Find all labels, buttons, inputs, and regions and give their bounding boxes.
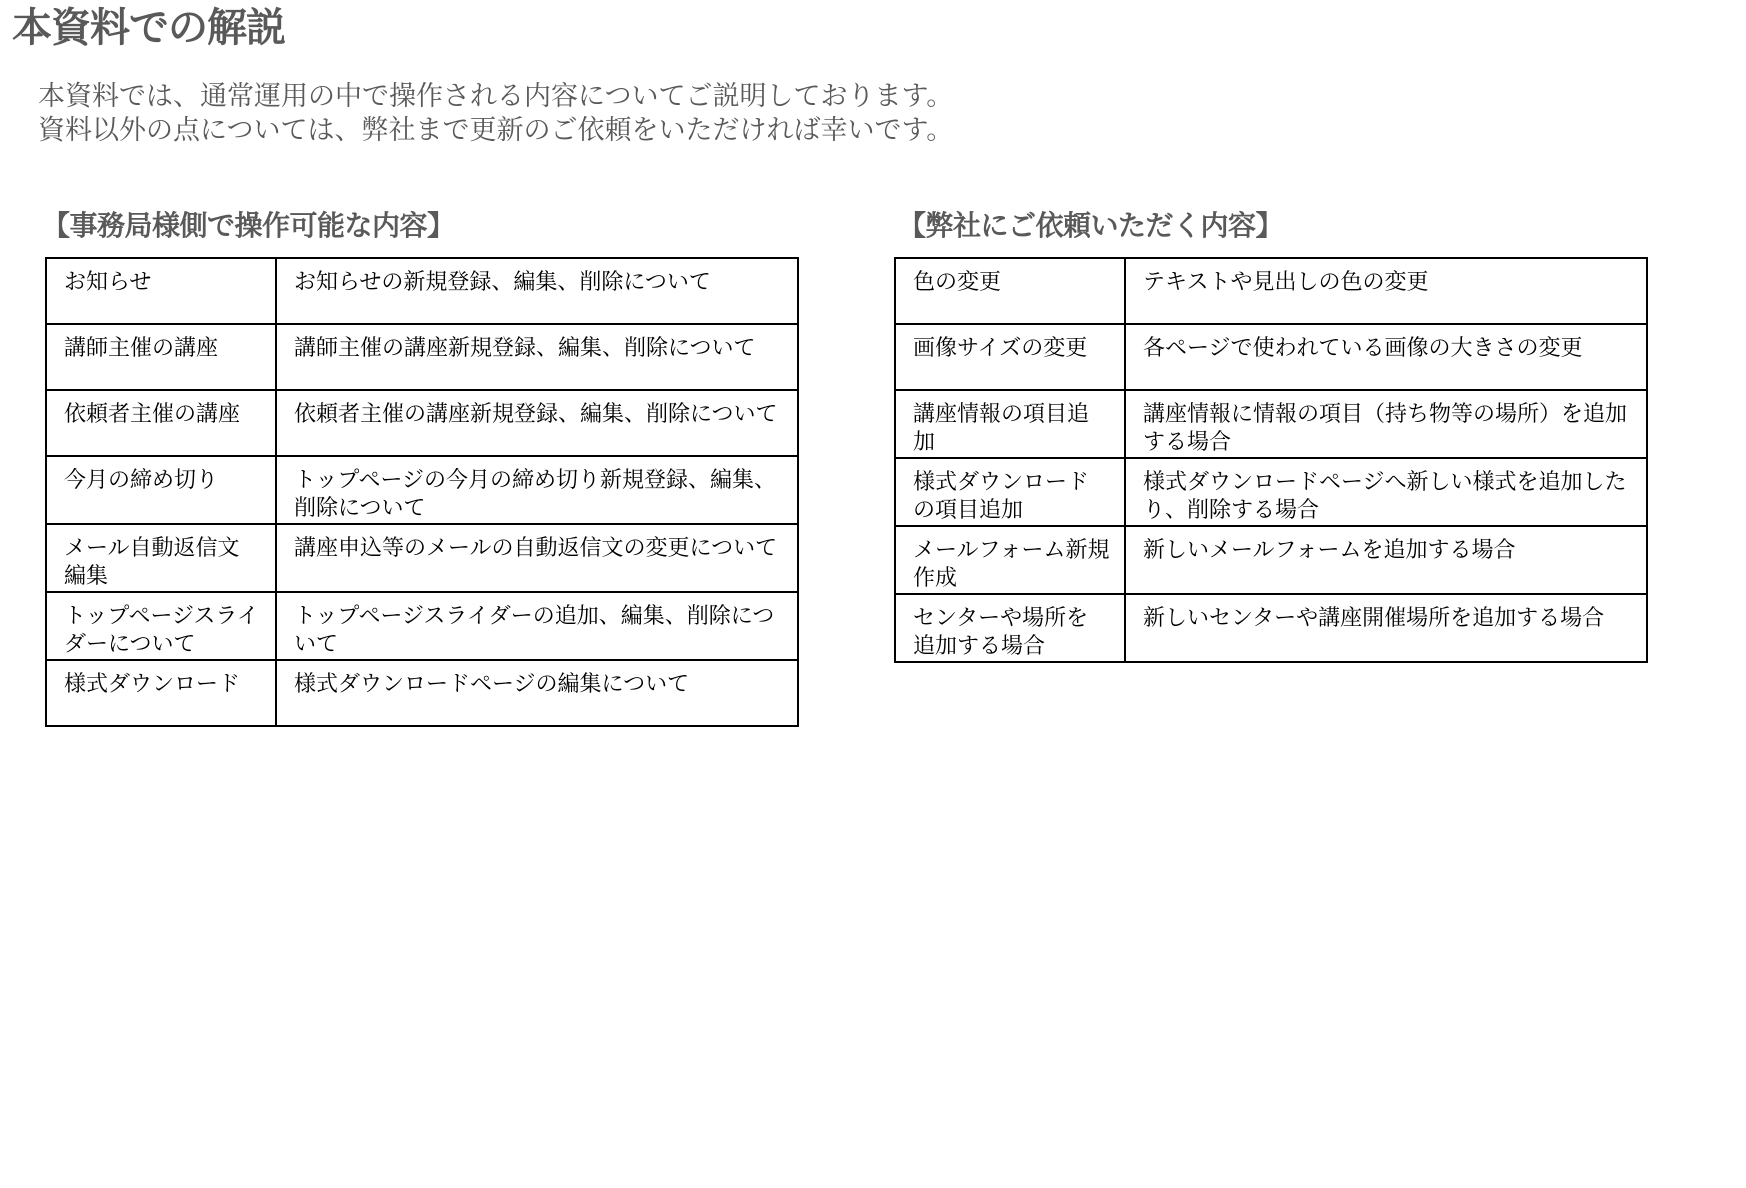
table-row (46, 592, 798, 660)
table-row (46, 258, 798, 324)
operation-item: 講師主催の講座 (46, 324, 276, 390)
request-description: 新しいセンターや講座開催場所を追加する場合 (1125, 594, 1647, 662)
table-row (46, 324, 798, 390)
operation-item: トップページスライダーについて (46, 592, 276, 660)
intro-text (38, 80, 953, 148)
operation-description: トップページスライダーの追加、編集、削除について (276, 592, 798, 660)
table-row (46, 390, 798, 456)
table-row (46, 524, 798, 592)
secretariat-operations-table (45, 257, 799, 727)
operation-item: 様式ダウンロード (46, 660, 276, 726)
table-row (895, 526, 1647, 594)
table-row (46, 660, 798, 726)
operation-description: お知らせの新規登録、編集、削除について (276, 258, 798, 324)
page-title: 本資料での解説 (12, 5, 285, 51)
request-item: 様式ダウンロードの項目追加 (895, 458, 1125, 526)
operation-item: 依頼者主催の講座 (46, 390, 276, 456)
operation-description: トップページの今月の締め切り新規登録、編集、削除について (276, 456, 798, 524)
table-row (895, 458, 1647, 526)
request-item: メールフォーム新規作成 (895, 526, 1125, 594)
request-description: 新しいメールフォームを追加する場合 (1125, 526, 1647, 594)
table-row (895, 594, 1647, 662)
request-item: 色の変更 (895, 258, 1125, 324)
operation-description: 講座申込等のメールの自動返信文の変更について (276, 524, 798, 592)
request-item: 講座情報の項目追加 (895, 390, 1125, 458)
table-row (895, 258, 1647, 324)
request-item: センターや場所を追加する場合 (895, 594, 1125, 662)
request-description: 講座情報に情報の項目（持ち物等の場所）を追加する場合 (1125, 390, 1647, 458)
request-description: 各ページで使われている画像の大きさの変更 (1125, 324, 1647, 390)
table-row (895, 390, 1647, 458)
table-row (46, 456, 798, 524)
operation-description: 講師主催の講座新規登録、編集、削除について (276, 324, 798, 390)
request-items-table (894, 257, 1648, 663)
request-description: テキストや見出しの色の変更 (1125, 258, 1647, 324)
request-description: 様式ダウンロードページへ新しい様式を追加したり、削除する場合 (1125, 458, 1647, 526)
intro-line-1: 本資料では、通常運用の中で操作される内容についてご説明しております。 (38, 81, 954, 112)
operation-description: 様式ダウンロードページの編集について (276, 660, 798, 726)
operation-description: 依頼者主催の講座新規登録、編集、削除について (276, 390, 798, 456)
table-row (895, 324, 1647, 390)
operation-item: お知らせ (46, 258, 276, 324)
right-section-heading: 【弊社にご依頼いただく内容】 (898, 209, 1284, 242)
left-section-heading: 【事務局様側で操作可能な内容】 (42, 209, 455, 242)
operation-item: メール自動返信文編集 (46, 524, 276, 592)
request-item: 画像サイズの変更 (895, 324, 1125, 390)
operation-item: 今月の締め切り (46, 456, 276, 524)
intro-line-2: 資料以外の点については、弊社まで更新のご依頼をいただければ幸いです。 (38, 115, 954, 146)
